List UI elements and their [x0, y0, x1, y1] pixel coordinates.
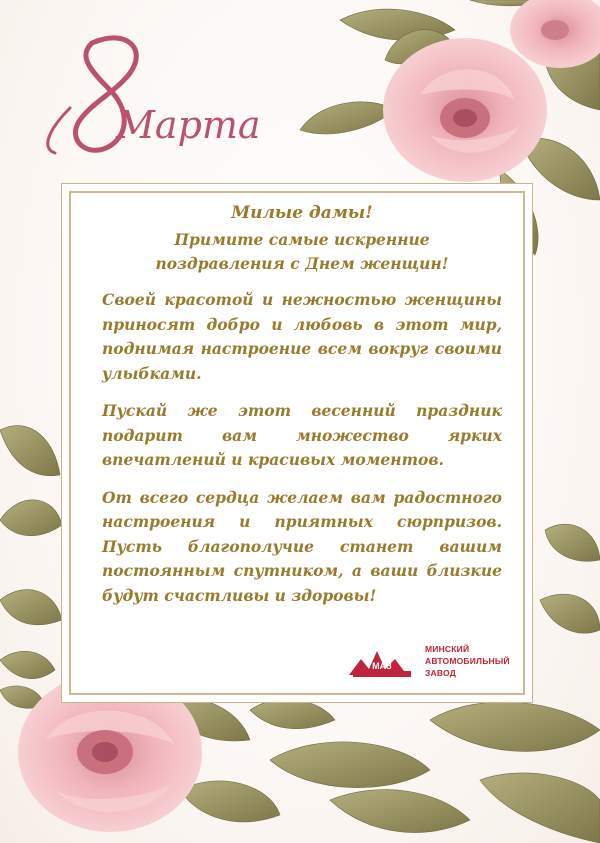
logo-line-1: МИНСКИЙ	[425, 644, 470, 654]
heading-word: Марта	[116, 103, 261, 147]
maz-logo-mark	[347, 645, 417, 681]
logo-line-3: ЗАВОД	[425, 668, 456, 678]
paragraph-2: Пускай же этот весенний праздник подарит вам множество ярких впечатлений и красивых моментов.	[102, 401, 502, 469]
logo-line-2: АВТОМОБИЛЬНЫЙ	[425, 656, 510, 666]
paragraph-3: От всего сердца желаем вам радостного настроения и приятных сюрпризов. Пусть благополучие станет вашим постоянным спутником, а ваши близкие будут счастливы и здоровы!	[102, 487, 502, 605]
company-logo	[347, 643, 527, 689]
subtitle	[102, 228, 502, 276]
holiday-heading	[30, 18, 290, 168]
subtitle-line-2: поздравления с Днем женщин!	[155, 254, 449, 273]
logo-mark-text: МАЗ	[372, 661, 392, 671]
subtitle-line-1: Примите самые искренние	[174, 230, 430, 249]
greeting-line: Милые дамы!	[231, 203, 373, 223]
letter-text	[102, 196, 502, 621]
paragraph-1: Своей красотой и нежностью женщины приносят добро и любовь в этот мир, поднимая настроение всем вокруг своими улыбками.	[102, 290, 502, 383]
logo-wordmark	[425, 643, 535, 679]
leaf-cluster-left	[0, 426, 62, 679]
